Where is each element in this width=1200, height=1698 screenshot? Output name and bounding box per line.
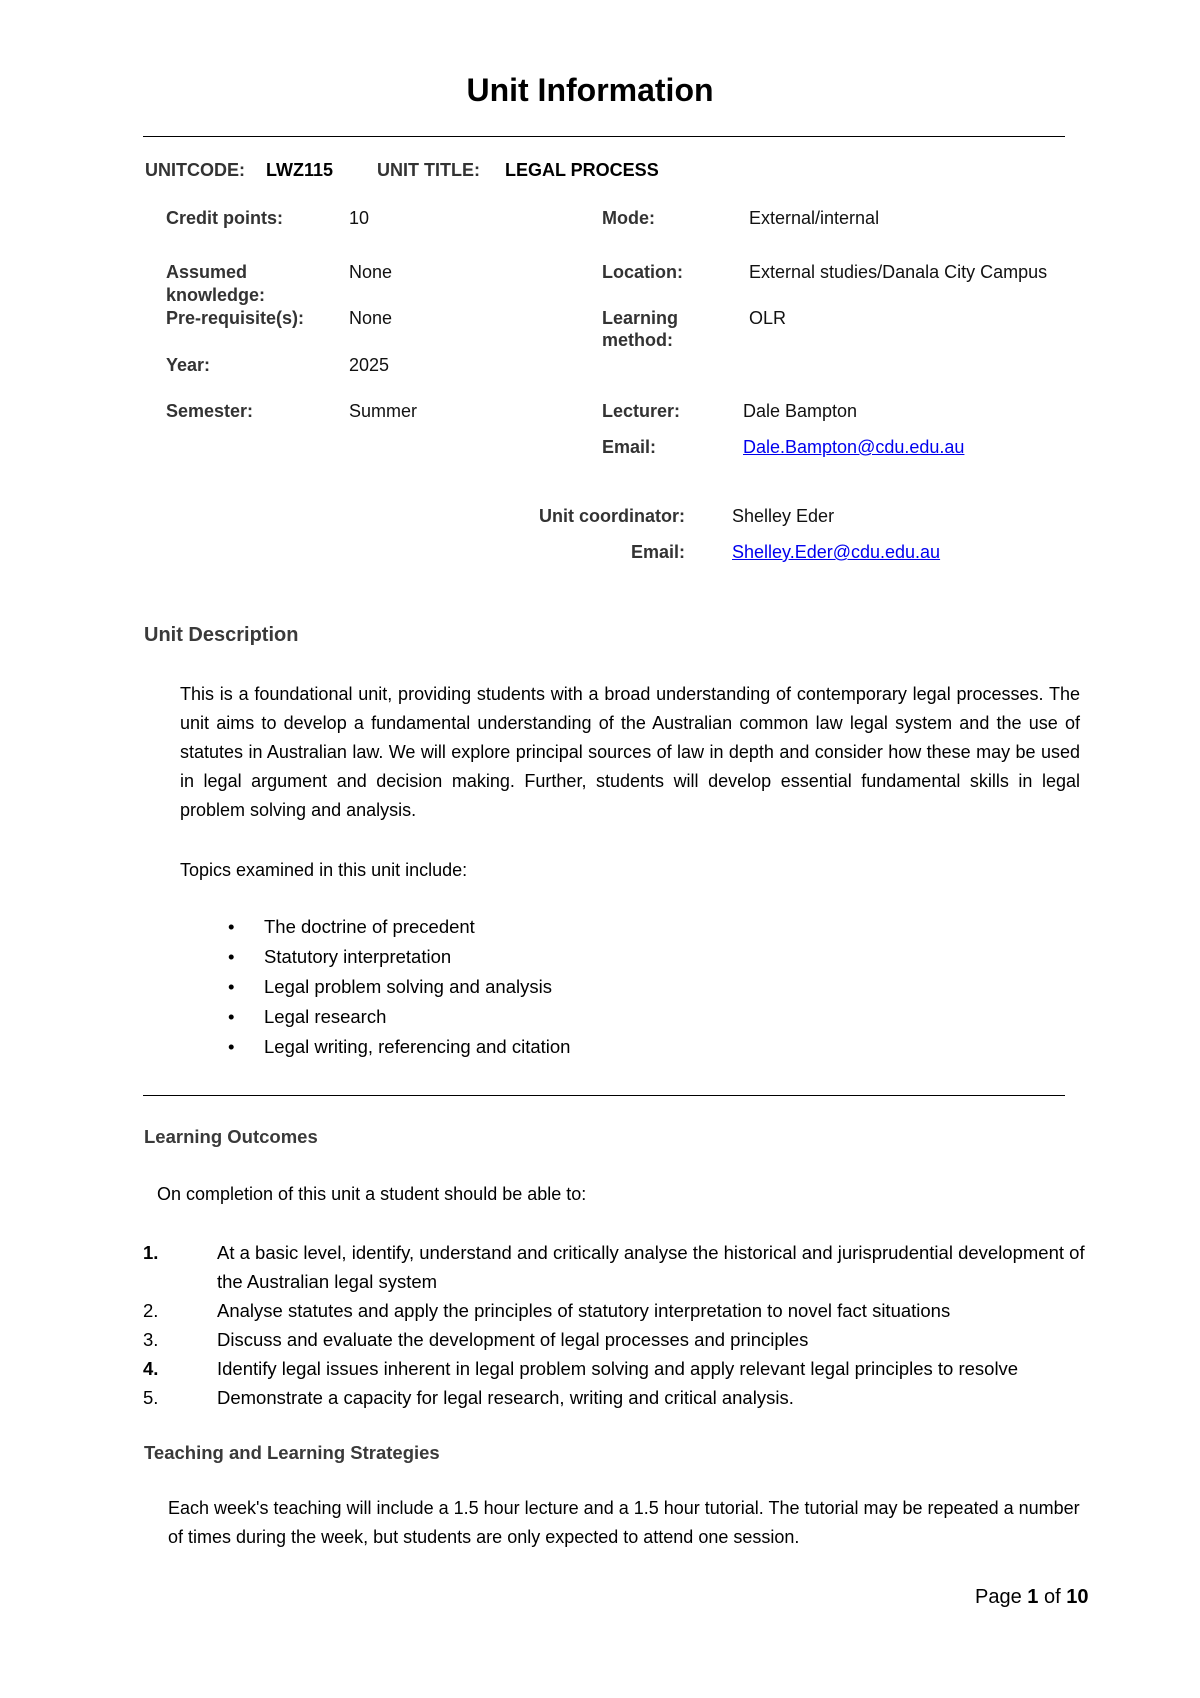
topic-text: The doctrine of precedent bbox=[264, 916, 475, 937]
lecturer-email-link[interactable]: Dale.Bampton@cdu.edu.au bbox=[743, 437, 965, 457]
topic-text: Legal problem solving and analysis bbox=[264, 976, 552, 997]
topic-text: Statutory interpretation bbox=[264, 946, 452, 967]
topic-text: Legal writing, referencing and citation bbox=[264, 1036, 571, 1057]
unit-description-paragraph: This is a foundational unit, providing students with a broad understanding of contemporary legal processes. The unit aims to develop a fundamental understanding of the Australian common law legal system and the use of statutes in Australian law. We will explore principal sources of law in depth and consider how these may be used in legal argument and decision making. Further, students will develop essential fundamental skills in legal problem solving and analysis. bbox=[180, 684, 1080, 820]
outcome-text: Identify legal issues inherent in legal problem solving and apply relevant legal principles to resolve bbox=[217, 1358, 1019, 1379]
teaching-strategies-heading: Teaching and Learning Strategies bbox=[144, 1442, 440, 1463]
bullet-icon: • bbox=[228, 946, 235, 967]
outcome-text: Demonstrate a capacity for legal research, writing and critical analysis. bbox=[217, 1387, 794, 1408]
outcome-number: 2. bbox=[143, 1300, 159, 1321]
lecturer-label: Lecturer: bbox=[602, 401, 681, 421]
coordinator-email-label: Email: bbox=[631, 542, 686, 562]
coordinator-value: Shelley Eder bbox=[732, 506, 835, 526]
outcome-number: 1. bbox=[143, 1242, 159, 1263]
semester-label: Semester: bbox=[166, 401, 254, 421]
bullet-icon: • bbox=[228, 916, 235, 937]
topics-list bbox=[228, 912, 570, 1062]
page-current: 1 bbox=[1027, 1586, 1039, 1608]
outcome-text: Analyse statutes and apply the principles of statutory interpretation to novel fact situations bbox=[217, 1300, 951, 1321]
learning-method-label-line2: method: bbox=[602, 330, 673, 350]
unit-description-heading: Unit Description bbox=[144, 624, 299, 646]
list-item bbox=[228, 1032, 570, 1062]
list-item bbox=[143, 1325, 1103, 1354]
mode-label: Mode: bbox=[602, 208, 655, 228]
outcome-text: At a basic level, identify, understand and critically analyse the historical and jurisprudential development of the Australian legal system bbox=[217, 1242, 1085, 1292]
list-item bbox=[228, 972, 570, 1002]
lecturer-email-label: Email: bbox=[602, 437, 657, 457]
unit-code: LWZ115 bbox=[266, 160, 334, 180]
bullet-icon: • bbox=[228, 1006, 235, 1027]
list-item bbox=[143, 1383, 1103, 1412]
semester-value: Summer bbox=[349, 401, 418, 421]
bullet-icon: • bbox=[228, 976, 235, 997]
year-value: 2025 bbox=[349, 355, 390, 375]
learning-method-value: OLR bbox=[749, 308, 787, 328]
lecturer-value: Dale Bampton bbox=[743, 401, 858, 421]
list-item bbox=[143, 1296, 1103, 1325]
assumed-knowledge-value: None bbox=[349, 262, 393, 282]
list-item bbox=[143, 1238, 1103, 1296]
page-word: Page bbox=[975, 1586, 1022, 1608]
mode-value: External/internal bbox=[749, 208, 880, 228]
outcome-number: 3. bbox=[143, 1329, 159, 1350]
list-item bbox=[228, 942, 570, 972]
learning-outcomes-heading: Learning Outcomes bbox=[144, 1126, 318, 1147]
learning-outcomes-intro: On completion of this unit a student should be able to: bbox=[157, 1184, 587, 1204]
prerequisites-value: None bbox=[349, 308, 393, 328]
outcome-number: 5. bbox=[143, 1387, 159, 1408]
of-word: of bbox=[1043, 1586, 1061, 1608]
outcome-number: 4. bbox=[143, 1358, 159, 1379]
credit-points-value: 10 bbox=[349, 208, 370, 228]
list-item bbox=[228, 912, 570, 942]
credit-points-label: Credit points: bbox=[166, 208, 283, 228]
coordinator-email-link[interactable]: Shelley.Eder@cdu.edu.au bbox=[732, 542, 941, 562]
location-label: Location: bbox=[602, 262, 683, 282]
location-value: External studies/Danala City Campus bbox=[749, 262, 1048, 282]
divider-top bbox=[143, 136, 1065, 137]
page-title: Unit Information bbox=[466, 72, 714, 108]
outcome-text: Discuss and evaluate the development of legal processes and principles bbox=[217, 1329, 809, 1350]
teaching-strategies-paragraph: Each week's teaching will include a 1.5 hour lecture and a 1.5 hour tutorial. The tutorial may be repeated a number of times during the week, but students are only expected to attend one session. bbox=[168, 1498, 1080, 1547]
year-label: Year: bbox=[166, 355, 211, 375]
learning-outcomes-list bbox=[143, 1238, 1103, 1412]
divider-middle bbox=[143, 1095, 1065, 1096]
page-number bbox=[975, 1586, 1088, 1609]
prerequisites-label: Pre-requisite(s): bbox=[166, 308, 305, 328]
list-item bbox=[228, 1002, 570, 1032]
coordinator-label: Unit coordinator: bbox=[539, 506, 685, 526]
unit-title-label: UNIT TITLE: bbox=[377, 160, 480, 180]
list-item bbox=[143, 1354, 1103, 1383]
assumed-knowledge-label-line2: knowledge: bbox=[166, 285, 266, 305]
assumed-knowledge-label-line1: Assumed bbox=[166, 262, 248, 282]
learning-method-label-line1: Learning bbox=[602, 308, 679, 328]
page-total: 10 bbox=[1066, 1586, 1089, 1608]
topics-intro: Topics examined in this unit include: bbox=[180, 860, 468, 880]
topic-text: Legal research bbox=[264, 1006, 387, 1027]
unit-title: LEGAL PROCESS bbox=[505, 160, 659, 180]
bullet-icon: • bbox=[228, 1036, 235, 1057]
unit-code-label: UNITCODE: bbox=[145, 160, 245, 180]
